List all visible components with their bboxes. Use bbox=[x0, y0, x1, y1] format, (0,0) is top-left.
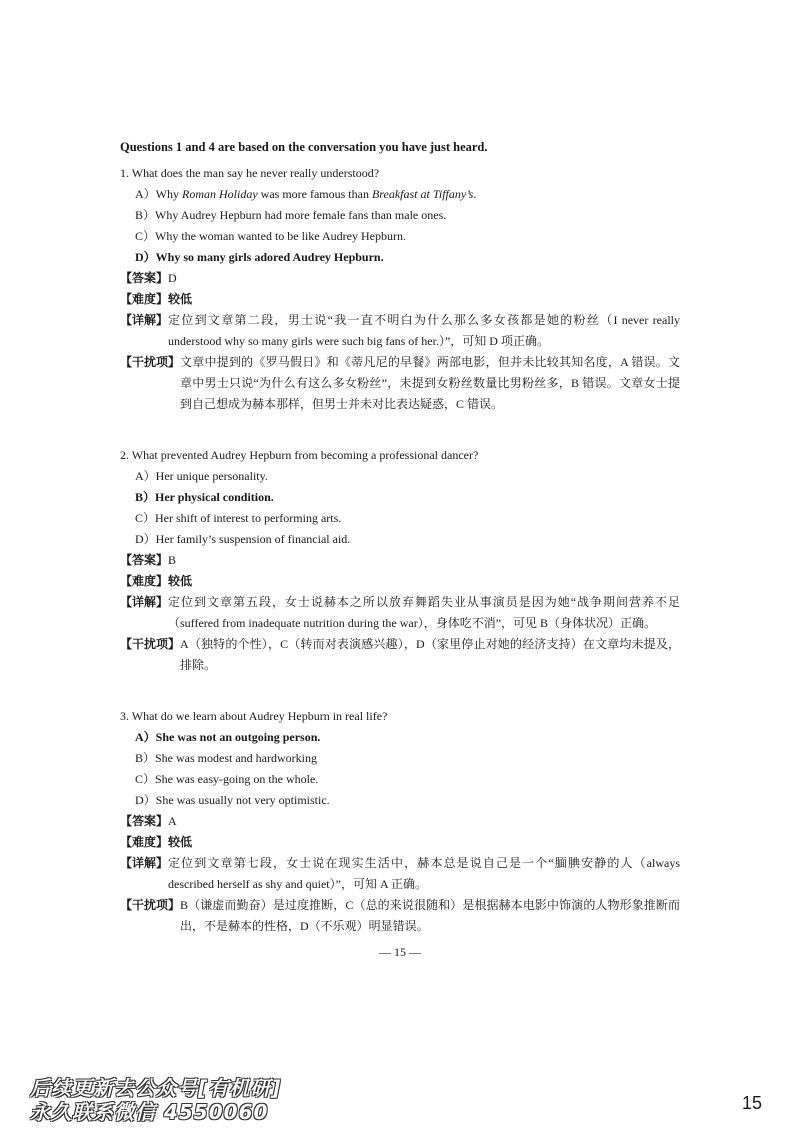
explanation-line bbox=[120, 310, 680, 352]
difficulty-label: 【难度】 bbox=[120, 574, 169, 588]
option-d: D）She was usually not very optimistic. bbox=[135, 793, 330, 807]
question-3 bbox=[120, 706, 680, 937]
question-text: 1. What does the man say he never really understood? bbox=[120, 166, 380, 180]
answer-line bbox=[120, 811, 680, 832]
answer-label: 【答案】 bbox=[120, 814, 169, 828]
option-a-correct: A）She was not an outgoing person. bbox=[135, 730, 321, 744]
explanation-text: 定位到文章第五段，女士说赫本之所以放弃舞蹈失业从事演员是因为她“战争期间营养不足（suffered from inadequate nutrition during the war），身体吃不消”，可见 B（身体状况）正确。 bbox=[168, 595, 680, 630]
difficulty-line bbox=[120, 289, 680, 310]
explanation-label: 【详解】 bbox=[120, 313, 169, 327]
watermark-line-1: 后续更新去公众号[有机研] bbox=[30, 1076, 282, 1100]
option-b: B）She was modest and hardworking bbox=[135, 751, 317, 765]
corner-page-number: 15 bbox=[741, 1093, 762, 1113]
difficulty-value: 较低 bbox=[168, 835, 193, 849]
answer-line bbox=[120, 268, 680, 289]
difficulty-label: 【难度】 bbox=[120, 835, 169, 849]
distractor-line bbox=[120, 634, 680, 676]
question-text: 2. What prevented Audrey Hepburn from becoming a professional dancer? bbox=[120, 448, 479, 462]
explanation-line bbox=[120, 592, 680, 634]
option-c: C）Her shift of interest to performing arts. bbox=[135, 511, 342, 525]
option-d-correct: D）Why so many girls adored Audrey Hepburn. bbox=[135, 250, 384, 264]
answer-value: B bbox=[168, 553, 177, 567]
difficulty-value: 较低 bbox=[168, 292, 193, 306]
option-b: B）Why Audrey Hepburn had more female fans than male ones. bbox=[135, 208, 447, 222]
watermark-line-2: 永久联系微信 4550060 bbox=[30, 1100, 269, 1124]
option-c: C）Why the woman wanted to be like Audrey Hepburn. bbox=[135, 229, 406, 243]
difficulty-line bbox=[120, 832, 680, 853]
question-1 bbox=[120, 163, 680, 415]
answer-value: A bbox=[168, 814, 177, 828]
answer-value: D bbox=[168, 271, 177, 285]
explanation-label: 【详解】 bbox=[120, 856, 169, 870]
distractor-line bbox=[120, 352, 680, 415]
document-body bbox=[120, 140, 680, 967]
question-2 bbox=[120, 445, 680, 676]
difficulty-value: 较低 bbox=[168, 574, 193, 588]
footer-page-number: — 15 — bbox=[379, 945, 421, 959]
distractor-label: 【干扰项】 bbox=[120, 637, 181, 651]
difficulty-label: 【难度】 bbox=[120, 292, 169, 306]
section-intro: Questions 1 and 4 are based on the conversation you have just heard. bbox=[120, 140, 488, 154]
distractor-label: 【干扰项】 bbox=[120, 355, 181, 369]
distractor-line bbox=[120, 895, 680, 937]
option-d: D）Her family’s suspension of financial aid. bbox=[135, 532, 351, 546]
explanation-label: 【详解】 bbox=[120, 595, 169, 609]
distractor-text: 文章中提到的《罗马假日》和《蒂凡尼的早餐》两部电影，但并未比较其知名度，A 错误。文章中男士只说“为什么有这么多女粉丝”，未提到女粉丝数量比男粉丝多，B 错误。文章女士提到自己想成为赫本那样，但男士并未对比表达疑惑，C 错误。 bbox=[180, 355, 680, 411]
watermark bbox=[30, 1076, 281, 1124]
distractor-label: 【干扰项】 bbox=[120, 898, 181, 912]
film-title: Roman Holiday bbox=[182, 187, 258, 201]
distractor-text: B（谦虚而勤奋）是过度推断，C（总的来说很随和）是根据赫本电影中饰演的人物形象推断而出，不是赫本的性格，D（不乐观）明显错误。 bbox=[180, 898, 680, 933]
option-a: A）Her unique personality. bbox=[135, 469, 268, 483]
option-a: A）Why Roman Holiday was more famous than Breakfast at Tiffany’s. bbox=[135, 187, 477, 201]
distractor-text: A（独特的个性），C（转而对表演感兴趣），D（家里停止对她的经济支持）在文章均未提及，排除。 bbox=[180, 637, 680, 672]
film-title: Breakfast at Tiffany’s bbox=[371, 187, 474, 201]
option-b-correct: B）Her physical condition. bbox=[135, 490, 274, 504]
explanation-line bbox=[120, 853, 680, 895]
question-text: 3. What do we learn about Audrey Hepburn in real life? bbox=[120, 709, 388, 723]
answer-label: 【答案】 bbox=[120, 553, 169, 567]
answer-label: 【答案】 bbox=[120, 271, 169, 285]
option-c: C）She was easy-going on the whole. bbox=[135, 772, 319, 786]
explanation-text: 定位到文章第二段，男士说“我一直不明白为什么那么多女孩都是她的粉丝（I never really understood why so many girls were such big fans of her.）”，可知 D 项正确。 bbox=[168, 313, 680, 348]
difficulty-line bbox=[120, 571, 680, 592]
explanation-text: 定位到文章第七段，女士说在现实生活中，赫本总是说自己是一个“腼腆安静的人（always described herself as shy and quiet）”，可知 A 正确。 bbox=[168, 856, 680, 891]
answer-line bbox=[120, 550, 680, 571]
